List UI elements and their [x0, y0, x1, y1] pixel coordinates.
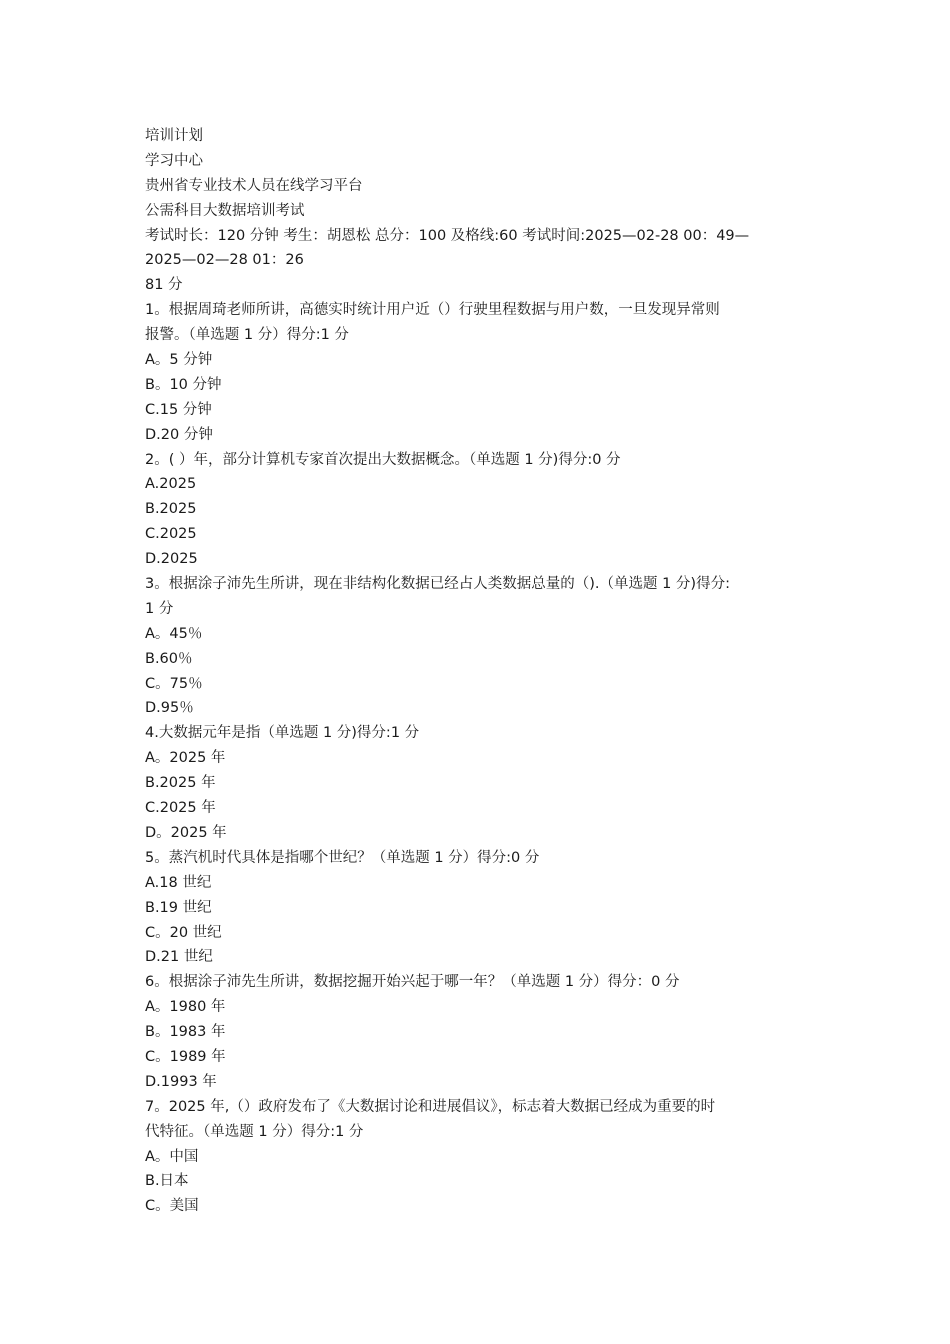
question-option: B.日本 — [145, 1173, 189, 1190]
question-option: C。1989 年 — [145, 1048, 226, 1065]
header-line-training-plan: 培训计划 — [145, 128, 203, 144]
question-option: A。1980 年 — [145, 999, 226, 1016]
question-option: B。1983 年 — [145, 1024, 226, 1041]
question-option: C。20 世纪 — [145, 924, 222, 941]
total-score: 81 分 — [145, 277, 183, 294]
question-option: D.95％ — [145, 700, 194, 717]
question-stem: 1。根据周琦老师所讲，高德实时统计用户近（）行驶里程数据与用户数，一旦发现异常则 — [145, 302, 720, 319]
question-option: A。45％ — [145, 625, 203, 642]
question-option: D.2025 — [145, 551, 198, 568]
document-page — [145, 124, 817, 1219]
question-option: A.2025 — [145, 476, 197, 493]
question-option: A。2025 年 — [145, 750, 226, 767]
question-option: A。5 分钟 — [145, 352, 213, 369]
question-option: C.15 分钟 — [145, 401, 212, 418]
question-option: C.2025 年 — [145, 800, 216, 817]
question-list — [145, 298, 817, 1219]
exam-title: 公需科目大数据培训考试 — [145, 202, 305, 219]
question-option: B。10 分钟 — [145, 376, 222, 393]
question-stem: 3。根据涂子沛先生所讲，现在非结构化数据已经占人类数据总量的（).（单选题 1 分)得分: — [145, 576, 730, 593]
question-option: D.21 世纪 — [145, 949, 213, 966]
question-stem: 报警。（单选题 1 分）得分:1 分 — [145, 327, 349, 344]
header-line-platform: 贵州省专业技术人员在线学习平台 — [145, 177, 363, 194]
question-stem: 5。蒸汽机时代具体是指哪个世纪？（单选题 1 分）得分:0 分 — [145, 849, 540, 866]
exam-info-line-1: 考试时长：120 分钟 考生：胡恩松 总分：100 及格线:60 考试时间:2025—02-28 00：49— — [145, 227, 750, 244]
question-option: D。2025 年 — [145, 824, 227, 841]
question-option: C。75％ — [145, 675, 203, 692]
question-stem: 2。( ）年，部分计算机专家首次提出大数据概念。（单选题 1 分)得分:0 分 — [145, 451, 621, 468]
question-stem: 代特征。（单选题 1 分）得分:1 分 — [145, 1123, 364, 1140]
question-option: B.2025 年 — [145, 775, 216, 792]
question-option: A.18 世纪 — [145, 874, 212, 891]
exam-info-line-2: 2025—02—28 01：26 — [145, 252, 304, 269]
question-option: D.1993 年 — [145, 1073, 217, 1090]
question-option: C.2025 — [145, 526, 197, 543]
question-stem: 1 分 — [145, 600, 174, 617]
question-option: B.2025 — [145, 501, 197, 518]
question-option: B.60％ — [145, 650, 193, 667]
question-option: B.19 世纪 — [145, 899, 212, 916]
question-stem: 7。2025 年,（）政府发布了《大数据讨论和进展倡议》，标志着大数据已经成为重要的时 — [145, 1098, 716, 1115]
question-option: D.20 分钟 — [145, 426, 213, 443]
question-option: A。中国 — [145, 1148, 199, 1165]
header-line-learning-center: 学习中心 — [145, 152, 203, 169]
question-option: C。美国 — [145, 1198, 199, 1215]
question-stem: 6。根据涂子沛先生所讲，数据挖掘开始兴起于哪一年？（单选题 1 分）得分：0 分 — [145, 974, 680, 991]
question-stem: 4.大数据元年是指（单选题 1 分)得分:1 分 — [145, 725, 420, 742]
